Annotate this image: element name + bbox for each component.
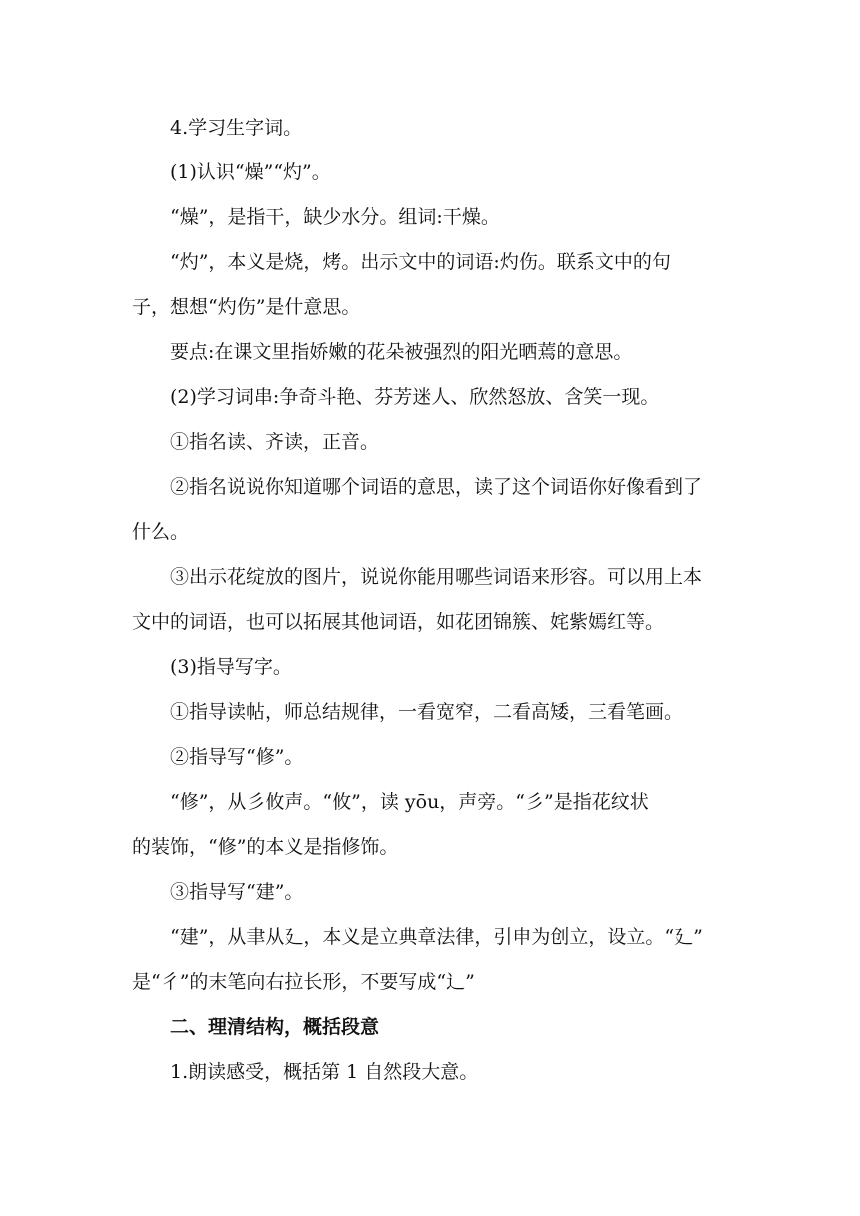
list-item-read-aloud: ①指名读、齐读，正音。 [170, 431, 380, 453]
paragraph-key-point: 要点:在课文里指娇嫩的花朵被强烈的阳光晒蔫的意思。 [170, 341, 633, 363]
paragraph-xiu-explanation-cont: 的装饰，“修”的本义是指修饰。 [132, 836, 399, 858]
subheading-recognize-chars: (1)认识“燥”“灼”。 [170, 161, 331, 183]
subheading-word-string: (2)学习词串:争奇斗艳、芬芳迷人、欣然怒放、含笑一现。 [170, 386, 660, 408]
subheading-writing-guidance: (3)指导写字。 [170, 656, 292, 678]
paragraph-zhuo-definition-cont: 子，想想“灼伤”是什意思。 [132, 296, 361, 318]
heading-learn-new-words: 4.学习生字词。 [170, 117, 303, 139]
paragraph-jian-explanation: “建”，从聿从廴，本义是立典章法律，引申为创立，设立。“廴” [170, 926, 703, 948]
list-item-flower-picture-cont: 文中的词语，也可以拓展其他词语，如花团锦簇、姹紫嫣红等。 [132, 611, 665, 633]
list-item-flower-picture: ③出示花绽放的图片，说说你能用哪些词语来形容。可以用上本 [170, 566, 703, 588]
paragraph-zhuo-definition: “灼”，本义是烧，烤。出示文中的词语:灼伤。联系文中的句 [170, 251, 671, 273]
list-item-write-xiu: ②指导写“修”。 [170, 746, 304, 768]
paragraph-zao-definition: “燥”，是指干，缺少水分。组词:干燥。 [170, 206, 500, 228]
paragraph-xiu-explanation: “修”，从彡攸声。“攸”，读 yōu，声旁。“彡”是指花纹状 [170, 791, 649, 813]
list-item-explain-word-cont: 什么。 [132, 521, 190, 543]
section-heading-structure: 二、理清结构，概括段意 [170, 1016, 380, 1038]
list-item-explain-word: ②指名说说你知道哪个词语的意思，读了这个词语你好像看到了 [170, 476, 703, 498]
paragraph-summarize-first: 1.朗读感受，概括第 1 自然段大意。 [170, 1061, 479, 1083]
list-item-copybook: ①指导读帖，师总结规律，一看宽窄，二看高矮，三看笔画。 [170, 701, 684, 723]
list-item-write-jian: ③指导写“建”。 [170, 881, 304, 903]
paragraph-jian-explanation-cont: 是“彳”的末笔向右拉长形，不要写成“辶” [132, 971, 475, 993]
